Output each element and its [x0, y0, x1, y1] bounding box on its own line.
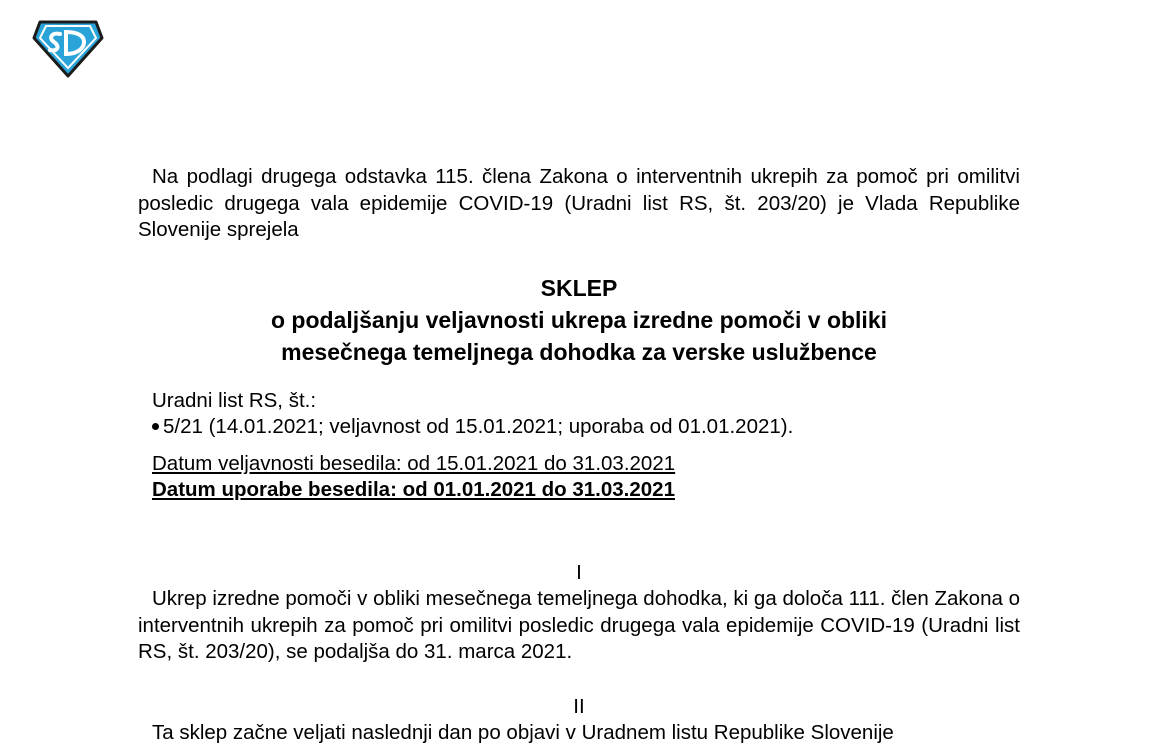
gazette-entry-text: 5/21 (14.01.2021; veljavnost od 15.01.2021; uporaba od 01.01.2021). — [163, 415, 794, 438]
bullet-icon — [152, 423, 159, 430]
section-number-2: II — [573, 694, 585, 718]
text-dates — [138, 451, 1020, 504]
title-line-2: o podaljšanju veljavnosti ukrepa izredne pomoči v obliki — [270, 306, 888, 333]
title-line-3: mesečnega temeljnega dohodka za verske uslužbence — [281, 338, 877, 365]
document-title — [138, 272, 1020, 368]
title-line-1: SKLEP — [540, 274, 618, 301]
application-date: Datum uporabe besedila: od 01.01.2021 do 31.03.2021 — [152, 478, 675, 501]
gazette-label: Uradni list RS, št.: — [152, 388, 317, 412]
gazette-entry — [152, 414, 1020, 441]
gazette-info — [138, 388, 1020, 441]
validity-date: Datum veljavnosti besedila: od 15.01.2021 do 31.03.2021 — [152, 451, 676, 475]
document-body — [138, 164, 1020, 747]
section-number-1: I — [576, 560, 582, 584]
section-text-1: Ukrep izredne pomoči v obliki mesečnega temeljnega dohodka, ki ga določa 111. člen Zakona o interventnih ukrepih za pomoč pri omilitvi posledic drugega vala epidemije COVID-19 (Uradni list RS, št. 203/20), se podaljša do 31. marca 2021. — [138, 587, 1020, 663]
sd-shield-logo-icon — [32, 18, 104, 78]
preamble-paragraph: Na podlagi drugega odstavka 115. člena Zakona o interventnih ukrepih za pomoč pri omilitvi posledic drugega vala epidemije COVID-19 (Uradni list RS, št. 203/20) je Vlada Republike Slovenije sprejela — [138, 165, 1020, 241]
section-text-2: Ta sklep začne veljati naslednji dan po objavi v Uradnem listu Republike Slovenije — [152, 721, 894, 744]
